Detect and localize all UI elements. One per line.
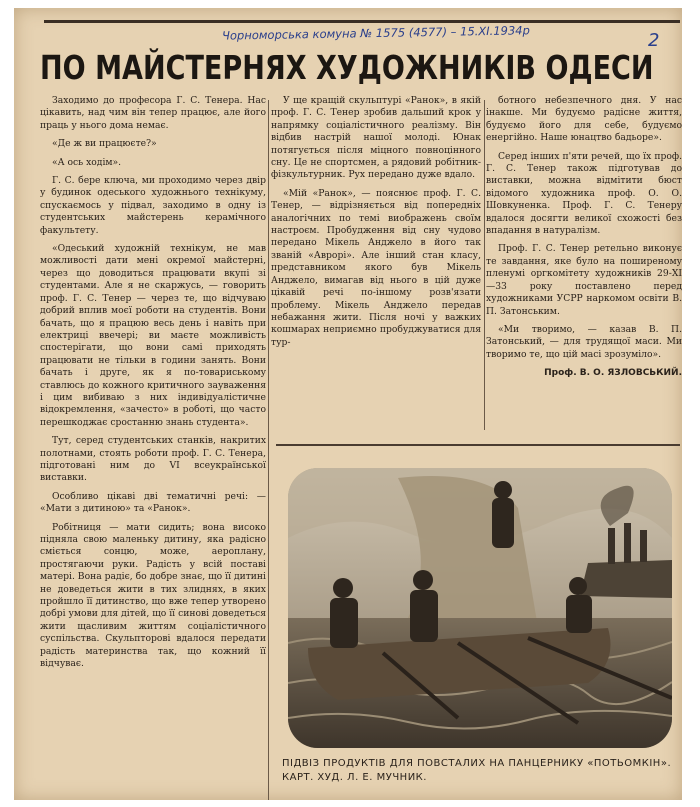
column-divider <box>268 100 269 800</box>
potemkin-illustration <box>288 468 672 748</box>
paragraph: Робітниця — мати сидить; вона високо підняла свою маленьку дитину, яка радісно сміється сонцю, може, аероплану, простягаючи руки. Радість у всій поставі матері. Вона радіє, бо добре знає, що її дитині не доведеться жити в тих злиднях, в яких пройшло її дитинство, що вже тепер утворено добрі умови для дітей, що її синові доведеться жити щасливим життям соціалістичного суспільства. Скульпторові вдалося передати радість материнства так, що кожний її відчуває. <box>40 521 266 670</box>
newspaper-clipping <box>14 8 682 800</box>
paragraph: «Ми творимо, — казав В. П. Затонський, — для трудящої маси. Ми творимо те, що цій масі зрозуміло». <box>486 323 682 360</box>
paragraph: Особливо цікаві дві тематичні речі: — «Мати з дитиною» та «Ранок». <box>40 490 266 515</box>
article-column-1 <box>40 95 266 747</box>
paragraph: Г. С. бере ключа, ми проходимо через двір у будинок одеського художнього технікуму, спускаємось у підвал, заходимо в одну із студентських майстерень керамічного факультету. <box>40 175 266 236</box>
paragraph: «А ось ходім». <box>52 156 122 168</box>
author-signature: Проф. В. О. ЯЗЛОВСЬКИЙ. <box>544 368 682 379</box>
article-column-3 <box>486 95 682 430</box>
paragraph: У ще кращій скульптурі «Ранок», в якій проф. Г. С. Тенер зробив дальший крок у напрямку соціалістичного реалізму. Він відбив настрій нашої молоді. Юнак потягується після міцного повноцінного сну. Це не спортсмен, а рядовий робітник-фізкультурник. Рух передано дуже вдало. <box>271 95 481 181</box>
article-column-2 <box>271 95 481 430</box>
column-divider <box>484 100 485 430</box>
handwritten-source-note: Чорноморська комуна № 1575 (4577) – 15.XI.1934р <box>221 23 530 43</box>
illustration-drawing <box>288 468 672 748</box>
section-rule <box>276 444 680 446</box>
paragraph: Тут, серед студентських станків, накритих полотнами, стоять роботи проф. Г. С. Тенера, підготовані ним до VI всеукраїнської виставки. <box>40 435 266 484</box>
paragraph: Серед інших п'яти речей, що їх проф. Г. С. Тенер також підготував до виставки, можна відмітити бюст відомого художника проф. О. О. Шовкуненка. Проф. Г. С. Тенеру вдалося досягти великої схожості без впадання в натуралізм. <box>486 150 682 237</box>
paragraph: Проф. Г. С. Тенер ретельно виконує те завдання, яке було на поширеному пленумі оргкомітету художників 29-XI—33 року поставлено перед художниками УСРР наркомом освіти В. П. Затонським. <box>486 243 682 317</box>
handwritten-page-number: 2 <box>648 30 660 51</box>
headline: ПО МАЙСТЕРНЯХ ХУДОЖНИКІВ ОДЕСИ <box>40 48 654 87</box>
paragraph: ботного небезпечного дня. У нас інакше. Ми будуємо радісне життя, будуємо його для себе, будуємо енергійно. Наше юнацтво бадьоре». <box>486 95 682 144</box>
illustration-caption: ПІДВІЗ ПРОДУКТІВ ДЛЯ ПОВСТАЛИХ НА ПАНЦЕРНИКУ «ПОТЬОМКІН». КАРТ. ХУД. Л. Е. МУЧНИК. <box>282 758 672 783</box>
paragraph: «Мій «Ранок», — пояснює проф. Г. С. Тенер, — відрізняється від попередніх аналогічних по темі виображень своїм настроєм. Пробудження від сну чудово передано Мікель Анджело в його так званій «Аврорі». Але інший стан класу, представником якого був Мікель Анджело, вимагав від нього в цій дуже цікавій речі по-іншому розв'язати проблему. Мікель Анджело передав небажання жити. Після ночі у важких кошмарах неприємно пробуджуватися для тур- <box>271 187 481 348</box>
paragraph: «Одеський художній технікум, не мав можливості дати мені окремої майстерні, через що доводиться працювати вкупі зі студентами. Але я не скаржусь, — говорить проф. Г. С. Тенер — через те, що відчуваю добрий вплив моєї роботи на студентів. Вони бачать, що я працюю весь день і навіть при електриці ввечері; ви маєте можливість спостерігати, що вони самі приходять працювати не тільки в години занять. Вони бачать і друге, як я по-товариському ставлюсь до кожного критичного зауваження і цим вибиваю з них індивідуалістичне відокремлення, «зачесто» в роботі, що часто перешкоджає сростанню знань студента». <box>40 243 266 428</box>
paragraph: Заходимо до професора Г. С. Тенера. Нас цікавить, над чим він тепер працює, але його праць у нього дома немає. <box>40 95 266 131</box>
paragraph: «Де ж ви працюєте?» <box>52 138 157 150</box>
